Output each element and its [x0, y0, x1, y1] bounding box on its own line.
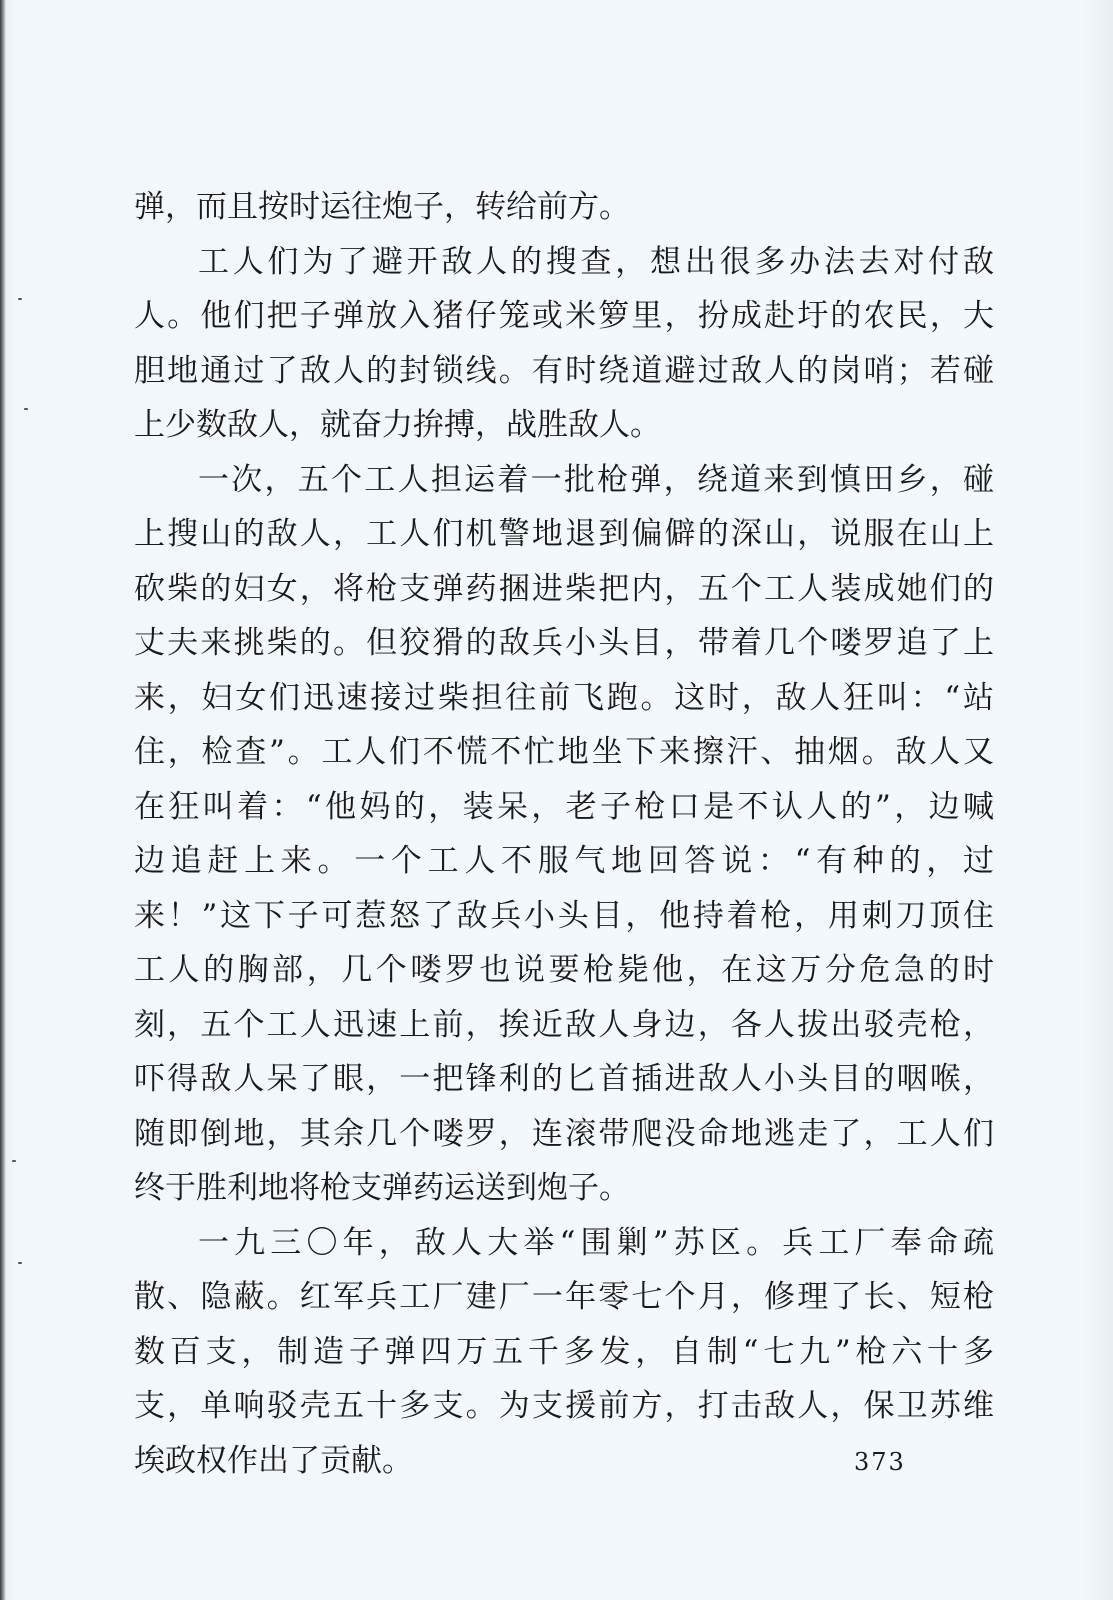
page-number: 373 — [854, 1448, 906, 1476]
text-line: 数百支，制造子弹四万五千多发，自制“七九”枪六十多 — [134, 1333, 994, 1370]
text-line: 边追赶上来。一个工人不服气地回答说：“有种的，过 — [134, 843, 994, 879]
text-line: 弹，而且按时运往炮子，转给前方。 — [134, 189, 630, 225]
scan-speck — [24, 408, 28, 410]
body-text — [134, 180, 994, 1488]
text-line: 人。他们把子弹放入猪仔笼或米箩里，扮成赴圩的农民，大 — [134, 298, 994, 334]
text-line: 散、隐蔽。红军兵工厂建厂一年零七个月，修理了长、短枪 — [134, 1279, 994, 1315]
text-line: 一次，五个工人担运着一批枪弹，绕道来到慎田乡，碰 — [198, 461, 994, 498]
text-line: 住，检查”。工人们不慌不忙地坐下来擦汗、抽烟。敌人又 — [134, 734, 994, 770]
text-line: 上少数敌人，就奋力拚搏，战胜敌人。 — [134, 407, 661, 443]
text-line: 终于胜利地将枪支弹药运送到炮子。 — [134, 1170, 630, 1206]
text-line: 在狂叫着：“他妈的，装呆，老子枪口是不认人的”，边喊 — [134, 788, 994, 825]
scan-speck — [18, 1262, 22, 1264]
text-line: 一九三〇年，敌人大举“围剿”苏区。兵工厂奉命疏 — [198, 1224, 994, 1261]
text-line: 来，妇女们迅速接过柴担往前飞跑。这时，敌人狂叫：“站 — [134, 679, 994, 716]
text-line: 随即倒地，其余几个喽罗，连滚带爬没命地逃走了，工人们 — [134, 1115, 994, 1152]
text-line: 支，单响驳壳五十多支。为支援前方，打击敌人，保卫苏维 — [134, 1388, 994, 1424]
text-line: 工人们为了避开敌人的搜查，想出很多办法去对付敌 — [198, 243, 994, 280]
text-line: 刻，五个工人迅速上前，挨近敌人身边，各人拔出驳壳枪， — [134, 1006, 994, 1043]
text-line: 丈夫来挑柴的。但狡猾的敌兵小头目，带着几个喽罗追了上 — [134, 625, 994, 661]
text-line: 工人的胸部，几个喽罗也说要枪毙他，在这万分危急的时 — [134, 952, 994, 988]
text-line: 埃政权作出了贡献。 — [134, 1442, 413, 1479]
text-line: 吓得敌人呆了眼，一把锋利的匕首插进敌人小头目的咽喉， — [134, 1061, 994, 1097]
scan-speck — [18, 298, 22, 300]
scan-speck — [12, 1160, 16, 1162]
text-line: 来！”这下子可惹怒了敌兵小头目，他持着枪，用刺刀顶住 — [134, 897, 994, 934]
page-edge-shadow — [0, 0, 6, 1600]
text-line: 上搜山的敌人，工人们机警地退到偏僻的深山，说服在山上 — [134, 516, 994, 552]
text-line: 胆地通过了敌人的封锁线。有时绕道避过敌人的岗哨；若碰 — [134, 352, 994, 389]
text-line: 砍柴的妇女，将枪支弹药捆进柴把内，五个工人装成她们的 — [134, 570, 994, 607]
